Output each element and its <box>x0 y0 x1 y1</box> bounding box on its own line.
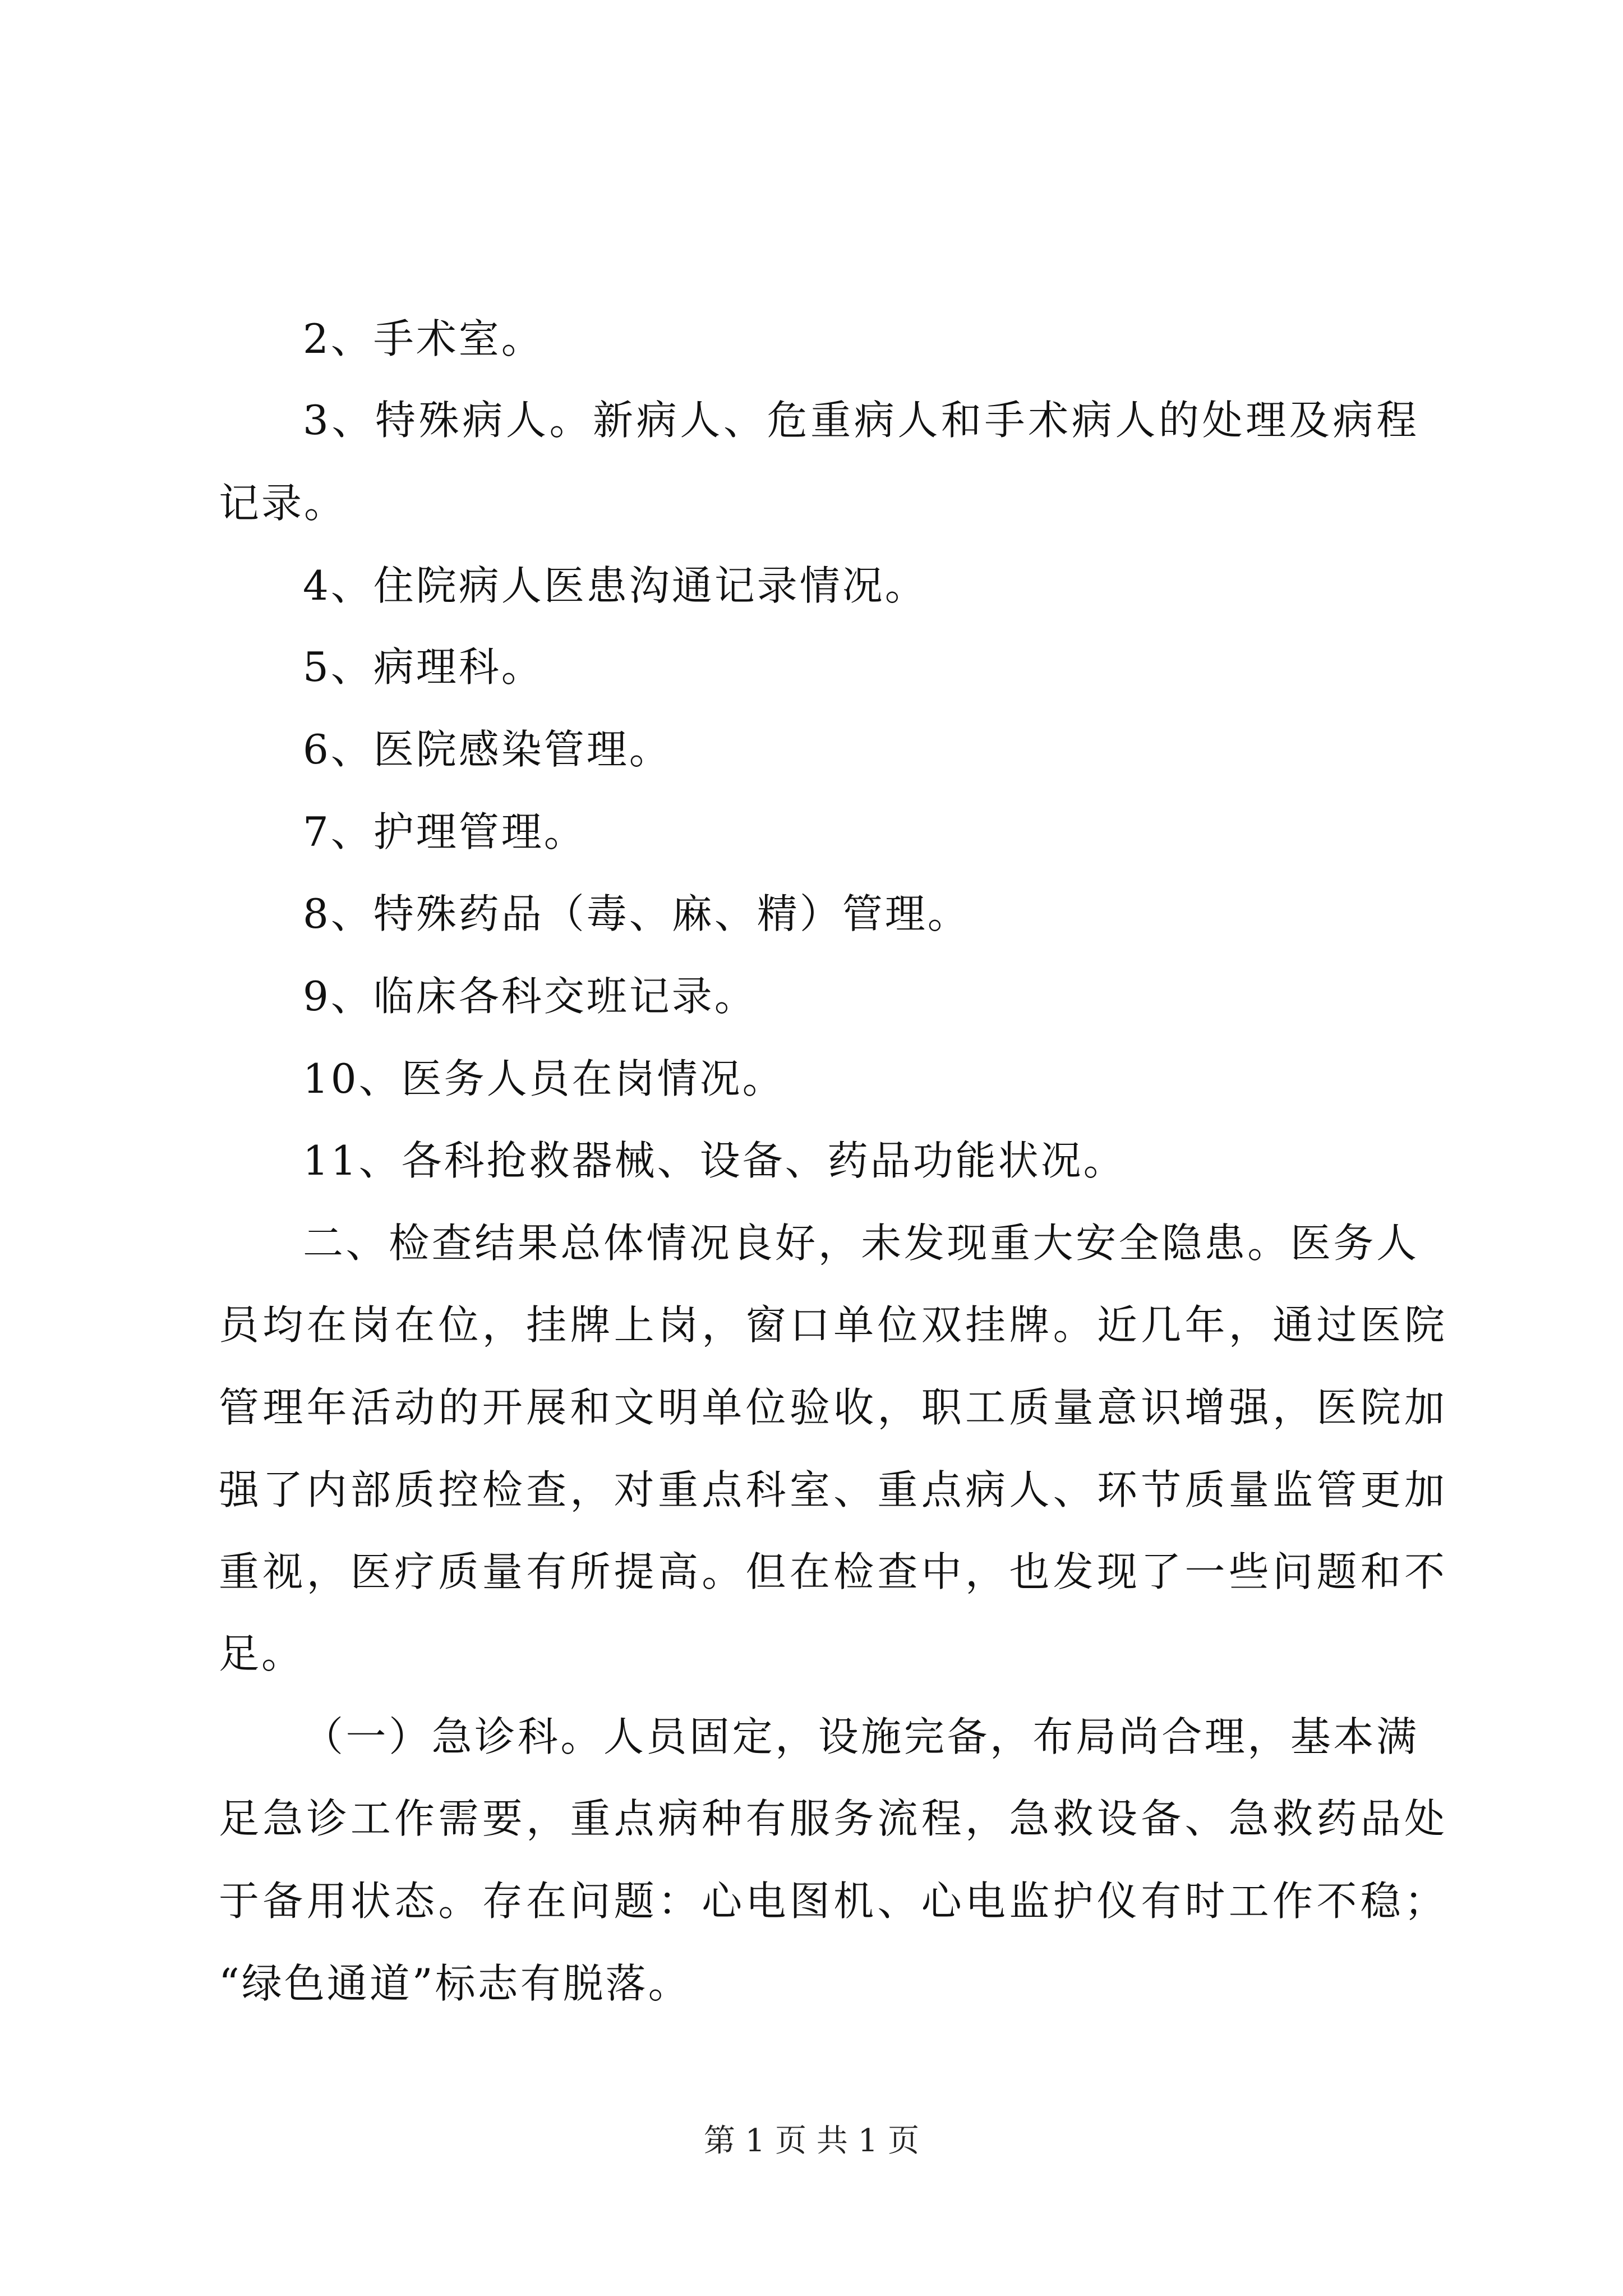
text-line-8: 8、特殊药品（毒、麻、精）管理。 <box>303 890 970 937</box>
text-line-10: 10、医务人员在岗情况。 <box>303 1055 785 1102</box>
text-line-3: 记录。 <box>219 480 347 527</box>
text-line-16: 重视，医疗质量有所提高。但在检查中，也发现了一些问题和不 <box>219 1548 1447 1595</box>
text-line-15: 强了内部质控检查，对重点科室、重点病人、环节质量监管更加 <box>219 1466 1447 1513</box>
text-line-5: 5、病理科。 <box>303 643 544 691</box>
page-number-footer: 第 1 页 共 1 页 <box>703 2123 920 2159</box>
text-line-1: 2、手术室。 <box>303 315 544 362</box>
text-line-6: 6、医院感染管理。 <box>303 726 672 773</box>
text-line-21: “绿色通道”标志有脱落。 <box>219 1960 691 2007</box>
text-line-18: （一）急诊科。人员固定，设施完备，布局尚合理，基本满 <box>303 1713 1419 1760</box>
text-line-4: 4、住院病人医患沟通记录情况。 <box>303 562 928 609</box>
text-line-13: 员均在岗在位，挂牌上岗，窗口单位双挂牌。近几年，通过医院 <box>219 1301 1447 1349</box>
text-line-7: 7、护理管理。 <box>303 808 587 855</box>
text-line-9: 9、临床各科交班记录。 <box>303 973 757 1020</box>
text-line-11: 11、各科抢救器械、设备、药品功能状况。 <box>303 1137 1126 1184</box>
text-line-14: 管理年活动的开展和文明单位验收，职工质量意识增强，医院加 <box>219 1384 1447 1431</box>
text-line-2: 3、特殊病人。新病人、危重病人和手术病人的处理及病程 <box>303 397 1419 444</box>
text-line-17: 足。 <box>219 1630 305 1677</box>
text-line-19: 足急诊工作需要，重点病种有服务流程，急救设备、急救药品处 <box>219 1795 1447 1842</box>
text-line-12: 二、检查结果总体情况良好，未发现重大安全隐患。医务人 <box>303 1220 1419 1267</box>
text-line-20: 于备用状态。存在问题：心电图机、心电监护仪有时工作不稳； <box>219 1878 1447 1925</box>
